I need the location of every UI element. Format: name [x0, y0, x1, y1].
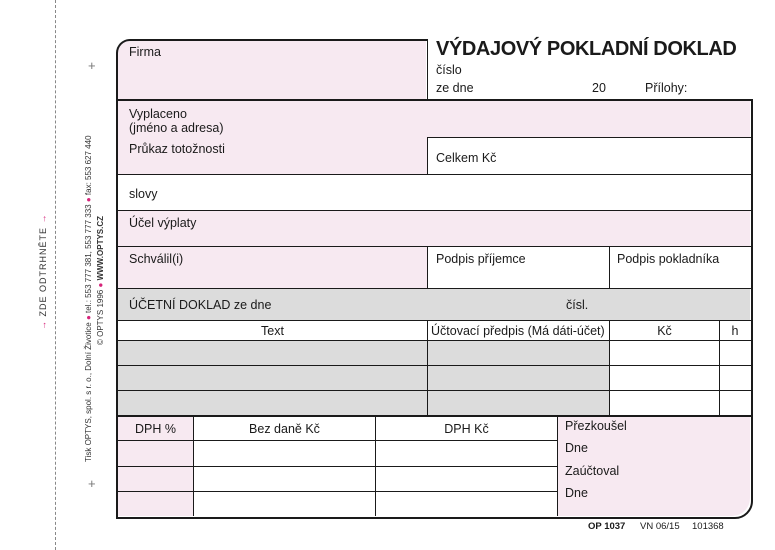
- ze-dne-label: ze dne: [436, 81, 474, 95]
- form-version: VN 06/15: [640, 521, 680, 532]
- podpis-pokladnika-label: Podpis pokladníka: [617, 252, 720, 266]
- slovy-label: slovy: [129, 187, 158, 201]
- firma-label: Firma: [129, 45, 161, 59]
- zauctoval-label: Zaúčtoval: [565, 464, 620, 478]
- celkem-label: Celkem Kč: [436, 151, 497, 165]
- register-mark-top: +: [88, 58, 96, 73]
- prukaz-label: Průkaz totožnosti: [129, 142, 225, 156]
- zauctoval-dne-label: Dne: [565, 486, 588, 500]
- schvalil-label: Schválil(i): [129, 252, 184, 266]
- register-mark-bottom: +: [88, 476, 96, 491]
- prilohy-label: Přílohy:: [645, 81, 688, 95]
- document-title: VÝDAJOVÝ POKLADNÍ DOKLAD: [436, 38, 737, 60]
- column-header-text: Text: [261, 324, 284, 338]
- tear-line: [55, 0, 56, 550]
- bez-dane-header: Bez daně Kč: [249, 422, 320, 436]
- dph-percent-header: DPH %: [135, 422, 176, 436]
- cislo-label: číslo: [436, 63, 462, 77]
- dph-kc-header: DPH Kč: [444, 422, 489, 436]
- podpis-prijemce-label: Podpis příjemce: [436, 252, 526, 266]
- column-header-kc: Kč: [657, 324, 672, 338]
- year-prefix: 20: [592, 81, 606, 95]
- vyplaceno-sublabel: (jméno a adresa): [129, 121, 224, 135]
- printer-info-line2: © OPTYS 1996 ● WWW.OPTYS.CZ: [96, 215, 105, 345]
- ucetni-doklad-label: ÚČETNÍ DOKLAD ze dne: [129, 298, 272, 312]
- form-number: 101368: [692, 521, 724, 532]
- prezkousel-label: Přezkoušel: [565, 419, 627, 433]
- column-header-h: h: [731, 324, 739, 338]
- form-code: OP 1037: [588, 521, 626, 532]
- tear-instruction: → ZDE ODTRHNĚTE →: [38, 213, 48, 330]
- printer-info-line1: Tisk OPTYS, spol. s r. o., Dolní Životice ● tel.: 553 777 381, 553 777 333 ● fax: 553 627 440: [84, 135, 93, 462]
- ucel-label: Účel výplaty: [129, 216, 197, 230]
- ucetni-cisl-label: čísl.: [566, 298, 589, 312]
- vyplaceno-label: Vyplaceno: [129, 107, 187, 121]
- column-header-predpis: Účtovací předpis (Má dáti-účet): [431, 324, 605, 338]
- prezkousel-dne-label: Dne: [565, 441, 588, 455]
